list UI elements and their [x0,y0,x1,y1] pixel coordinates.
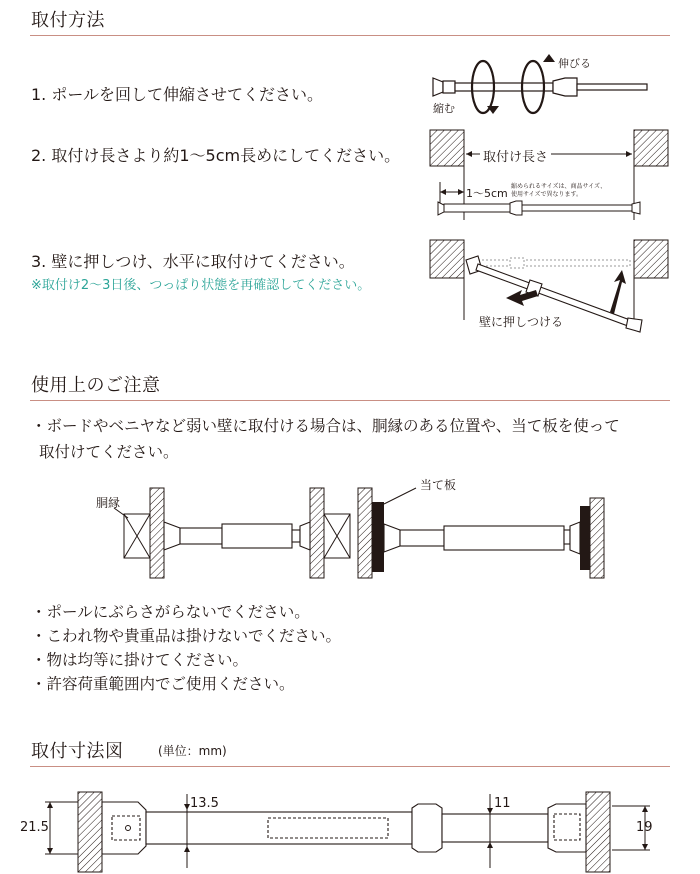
dim-left-height: 21.5 [20,820,49,835]
dim-left-pipe: 13.5 [190,796,219,811]
weak-wall-note-line-2: 取付けてください。 [39,443,179,461]
backing-board-figure [358,488,618,578]
mount-length-figure [430,130,670,220]
bullet-item: ・許容荷重範囲内でご使用ください。 [31,675,295,693]
section-divider [30,400,670,401]
section-divider [30,35,670,36]
dim-right-pipe: 11 [494,796,511,811]
step-3-text: 3. 壁に押しつけ、水平に取付けてください。 [31,252,355,271]
rotate-pole-figure [425,50,665,120]
shrink-label: 縮む [433,102,455,115]
unit-label: (単位：mm) [158,744,227,758]
step-1-text: 1. ポールを回して伸縮させてください。 [31,85,324,104]
up-arrow-icon [610,270,626,314]
furring-figure [110,488,350,578]
section-divider [30,766,670,767]
section-title-mounting-method: 取付方法 [31,10,105,31]
dim-right-height: 19 [636,820,653,835]
bullet-item: ・物は均等に掛けてください。 [31,651,249,669]
extend-label: 伸びる [558,57,591,70]
push-arrow-icon [506,290,538,306]
bullet-item: ・こわれ物や貴重品は掛けないでください。 [31,627,342,645]
push-wall-label: 壁に押しつける [479,315,564,329]
weak-wall-note-line-1: ・ボードやベニヤなど弱い壁に取付ける場合は、胴縁のある位置や、当て板を使って [31,417,620,435]
step-2-text: 2. 取付け長さより約1～5cm長めにしてください。 [31,146,401,165]
rotate-arrow-icon [543,54,555,62]
size-note-line-1: 縮められるサイズは、商品サイズ、 [511,183,607,190]
mount-length-label: 取付け長さ [480,146,551,165]
furring-label: 胴縁 [96,496,121,510]
backing-board-label: 当て板 [420,478,457,492]
bullet-item: ・ポールにぶらさがらないでください。 [31,603,310,621]
step-3-note: ※取付け2～3日後、つっぱり状態を再確認してください。 [31,278,371,293]
section-title-dimensions: 取付寸法図 [31,741,124,762]
section-title-usage-notes: 使用上のご注意 [31,375,161,396]
extra-length-label: 1～5cm [466,187,508,200]
dimension-drawing [0,780,700,874]
size-note-line-2: 使用サイズで異なります。 [511,191,583,198]
